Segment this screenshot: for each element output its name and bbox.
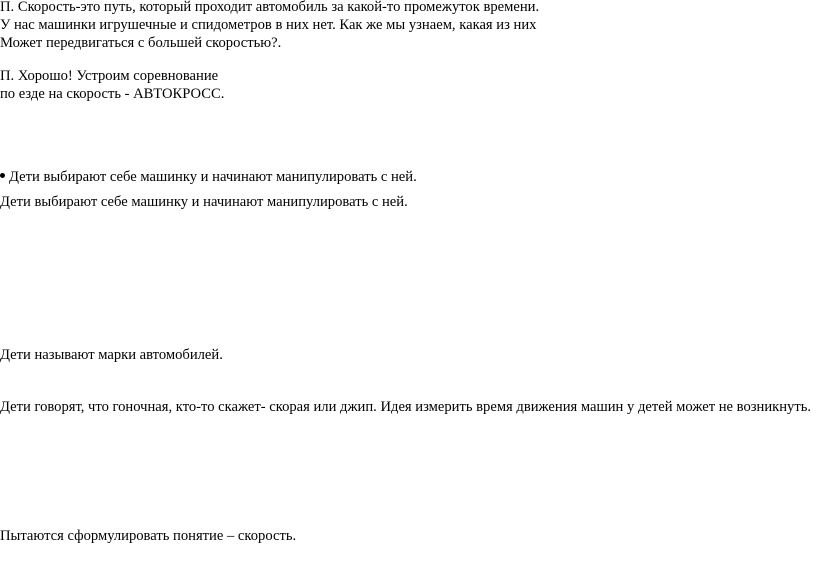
paragraph-line: П. Хорошо! Устроим соревнование [0,68,219,84]
paragraph-line: Дети выбирают себе машинку и начинают манипулировать с ней. [0,194,408,210]
paragraph-line: Дети называют марки автомобилей. [0,347,223,363]
bullet-list-item [0,168,417,186]
bullet-item-text: Дети выбирают себе машинку и начинают манипулировать с ней. [9,169,417,185]
paragraph-line: П. Скорость-это путь, который проходит автомобиль за какой-то промежуток времени. [0,0,540,15]
bullet-icon [0,173,5,178]
paragraph-line: Пытаются сформулировать понятие – скорость. [0,528,297,544]
paragraph-line: У нас машинки игрушечные и спидометров в них нет. Как же мы узнаем, какая из них [0,17,537,33]
paragraph-line: Может передвигаться с большей скоростью?. [0,35,282,51]
paragraph-line: по езде на скорость - АВТОКРОСС. [0,86,225,102]
paragraph-line: Дети говорят, что гоночная, кто-то скажет- скорая или джип. Идея измерить время движения машин у детей может не возникнуть. [0,399,812,415]
